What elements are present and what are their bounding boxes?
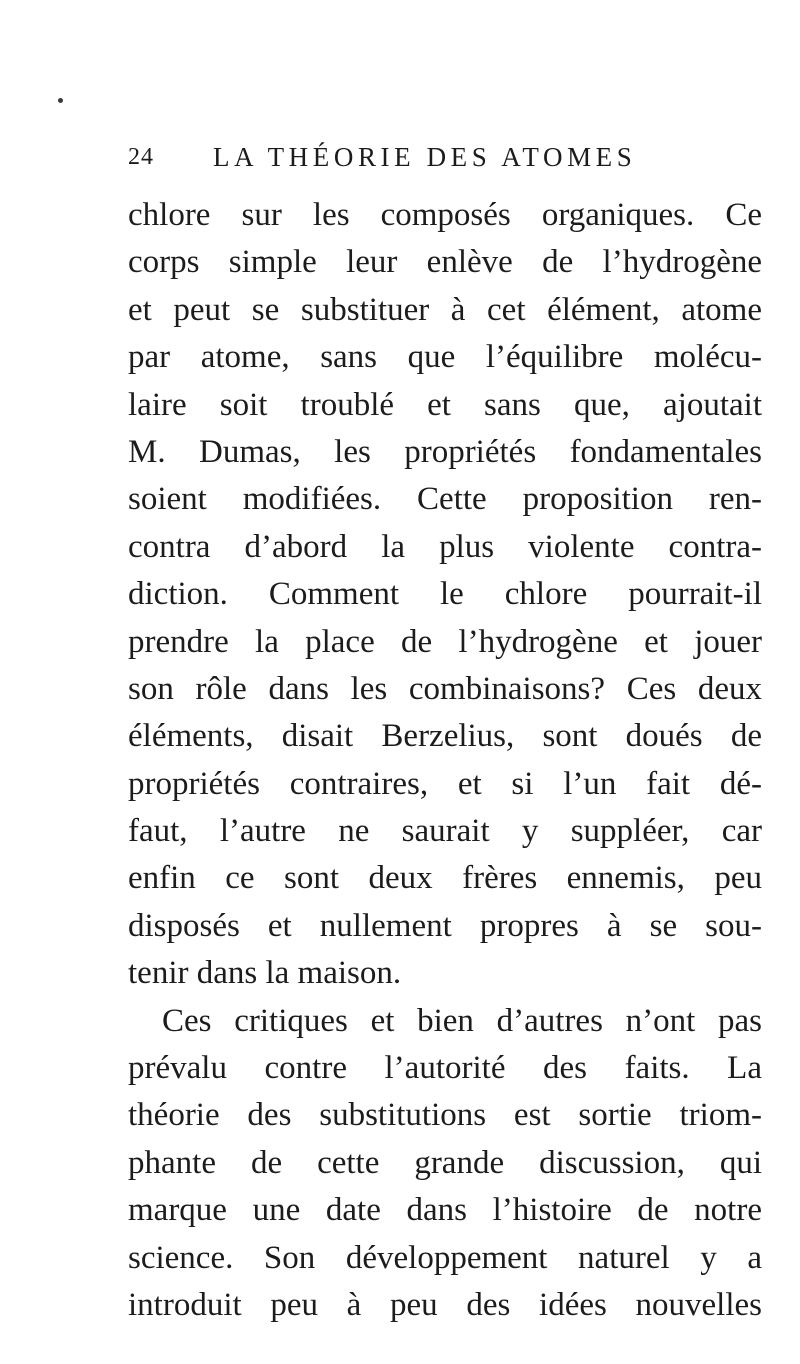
text-line: contra d’abord la plus violente contra- (128, 528, 762, 565)
text-line: et peut se substituer à cet élément, atome (128, 291, 762, 328)
page-number: 24 (128, 144, 154, 170)
paragraph-last-line: tenir dans la maison. (128, 955, 402, 992)
text-line: prévalu contre l’autorité des faits. La (128, 1050, 762, 1087)
text-line: science. Son développement naturel y a (128, 1239, 762, 1276)
text-line: faut, l’autre ne saurait y suppléer, car (128, 813, 762, 850)
text-line: théorie des substitutions est sortie triom- (128, 1097, 762, 1134)
text-line: son rôle dans les combinaisons? Ces deux (128, 670, 762, 707)
text-line: introduit peu à peu des idées nouvelles (128, 1286, 762, 1323)
paragraph-first-line: Ces critiques et bien d’autres n’ont pas (162, 1002, 762, 1039)
body-text (128, 192, 762, 1329)
text-line: enfin ce sont deux frères ennemis, peu (128, 860, 762, 897)
text-line: M. Dumas, les propriétés fondamentales (128, 433, 762, 470)
text-line: propriétés contraires, et si l’un fait dé- (128, 765, 762, 802)
text-line: chlore sur les composés organiques. Ce (128, 197, 762, 233)
text-line: phante de cette grande discussion, qui (128, 1144, 762, 1181)
text-line: par atome, sans que l’équilibre molécu- (128, 339, 762, 376)
page-header (128, 140, 688, 174)
text-line: disposés et nullement propres à se sou- (128, 907, 762, 944)
ink-speck (58, 98, 63, 103)
text-line: marque une date dans l’histoire de notre (128, 1192, 762, 1229)
text-line: prendre la place de l’hydrogène et jouer (128, 623, 762, 660)
text-line: diction. Comment le chlore pourrait-il (128, 576, 762, 613)
text-line: soient modifiées. Cette proposition ren- (128, 481, 762, 518)
text-line: laire soit troublé et sans que, ajoutait (128, 386, 762, 423)
text-line: corps simple leur enlève de l’hydrogène (128, 244, 762, 281)
text-line: éléments, disait Berzelius, sont doués de (128, 718, 762, 755)
running-title: LA THÉORIE DES ATOMES (213, 142, 637, 172)
